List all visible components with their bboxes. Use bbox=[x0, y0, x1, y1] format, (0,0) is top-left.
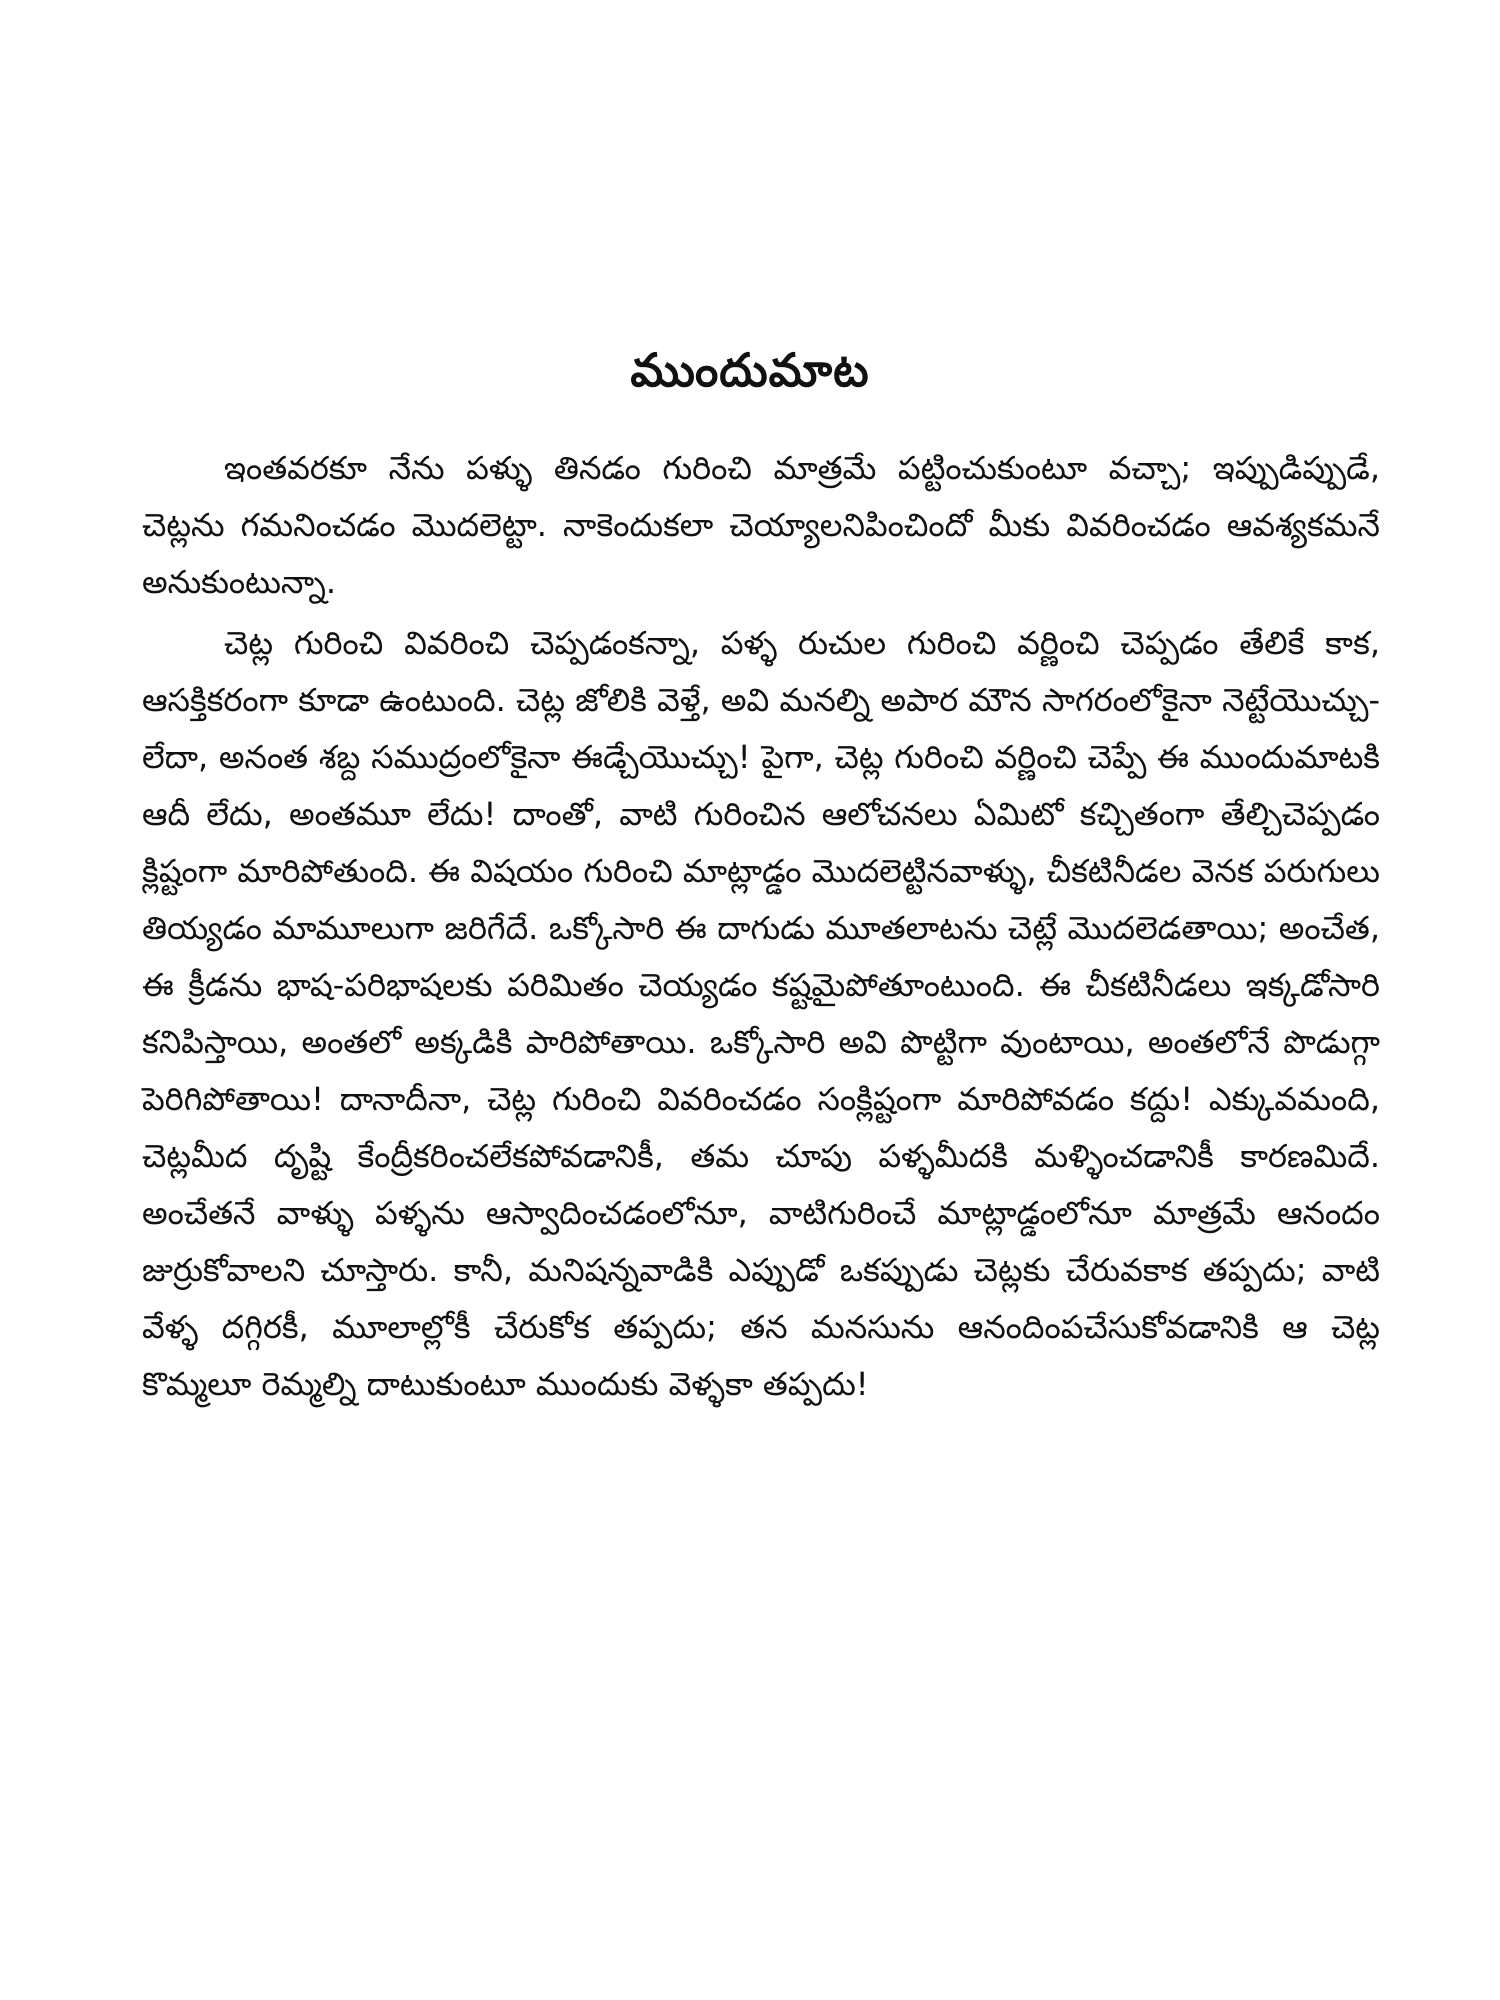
paragraph-1: ఇంతవరకూ నేను పళ్ళు తినడం గురించి మాత్రమే పట్టించుకుంటూ వచ్చా; ఇప్పుడిప్పుడే, చెట్లను గమనించడం మొదలెట్టా. నాకెందుకలా చెయ్యాలనిపించిందో మీకు వివరించడం ఆవశ్యకమనే అనుకుంటున్నా. bbox=[142, 449, 1380, 601]
body-text bbox=[142, 440, 1380, 1413]
page-title: ముందుమాట bbox=[630, 343, 870, 397]
paragraph-2: చెట్ల గురించి వివరించి చెప్పడంకన్నా, పళ్ళ రుచుల గురించి వర్ణించి చెప్పడం తేలికే కాక, ఆసక్తికరంగా కూడా ఉంటుంది. చెట్ల జోలికి వెళ్తే, అవి మనల్ని అపార మౌన సాగరంలోకైనా నెట్టేయొచ్చు-లేదా, అనంత శబ్ద సముద్రంలోకైనా ఈడ్చేయొచ్చు! పైగా, చెట్ల గురించి వర్ణించి చెప్పే ఈ ముందుమాటకి ఆదీ లేదు, అంతమూ లేదు! దాంతో, వాటి గురించిన ఆలోచనలు ఏమిటో కచ్చితంగా తేల్చిచెప్పడం క్లిష్టంగా మారిపోతుంది. ఈ విషయం గురించి మాట్లాడ్డం మొదలెట్టినవాళ్ళు, చీకటినీడల వెనక పరుగులు తియ్యడం మామూలుగా జరిగేదే. ఒక్కోసారి ఈ దాగుడు మూతలాటను చెట్లే మొదలెడతాయి; అంచేత, ఈ క్రీడను భాష-పరిభాషలకు పరిమితం చెయ్యడం కష్టమైపోతూంటుంది. ఈ చీకటినీడలు ఇక్కడోసారి కనిపిస్తాయి, అంతలో అక్కడికి పారిపోతాయి. ఒక్కోసారి అవి పొట్టిగా వుంటాయి, అంతలోనే పొడుగ్గా పెరిగిపోతాయి! దానాదీనా, చెట్ల గురించి వివరించడం సంక్లిష్టంగా మారిపోవడం కద్దు! ఎక్కువమంది, చెట్లమీద దృష్టి కేంద్రీకరించలేకపోవడానికీ, తమ చూపు పళ్ళమీదకి మళ్ళించడానికీ కారణమిదే. అంచేతనే వాళ్ళు పళ్ళను ఆస్వాదించడంలోనూ, వాటిగురించే మాట్లాడ్డంలోనూ మాత్రమే ఆనందం జుర్రుకోవాలని చూస్తారు. కానీ, మనిషన్నవాడికి ఎప్పుడో ఒకప్పుడు చెట్లకు చేరువకాక తప్పదు; వాటి వేళ్ళ దగ్గిరకీ, మూలాల్లోకీ చేరుకోక తప్పదు; తన మనసును ఆనందింపచేసుకోవడానికి ఆ చెట్ల కొమ్మలూ రెమ్మల్ని దాటుకుంటూ ముందుకు వెళ్ళకా తప్పదు! bbox=[142, 624, 1380, 1403]
